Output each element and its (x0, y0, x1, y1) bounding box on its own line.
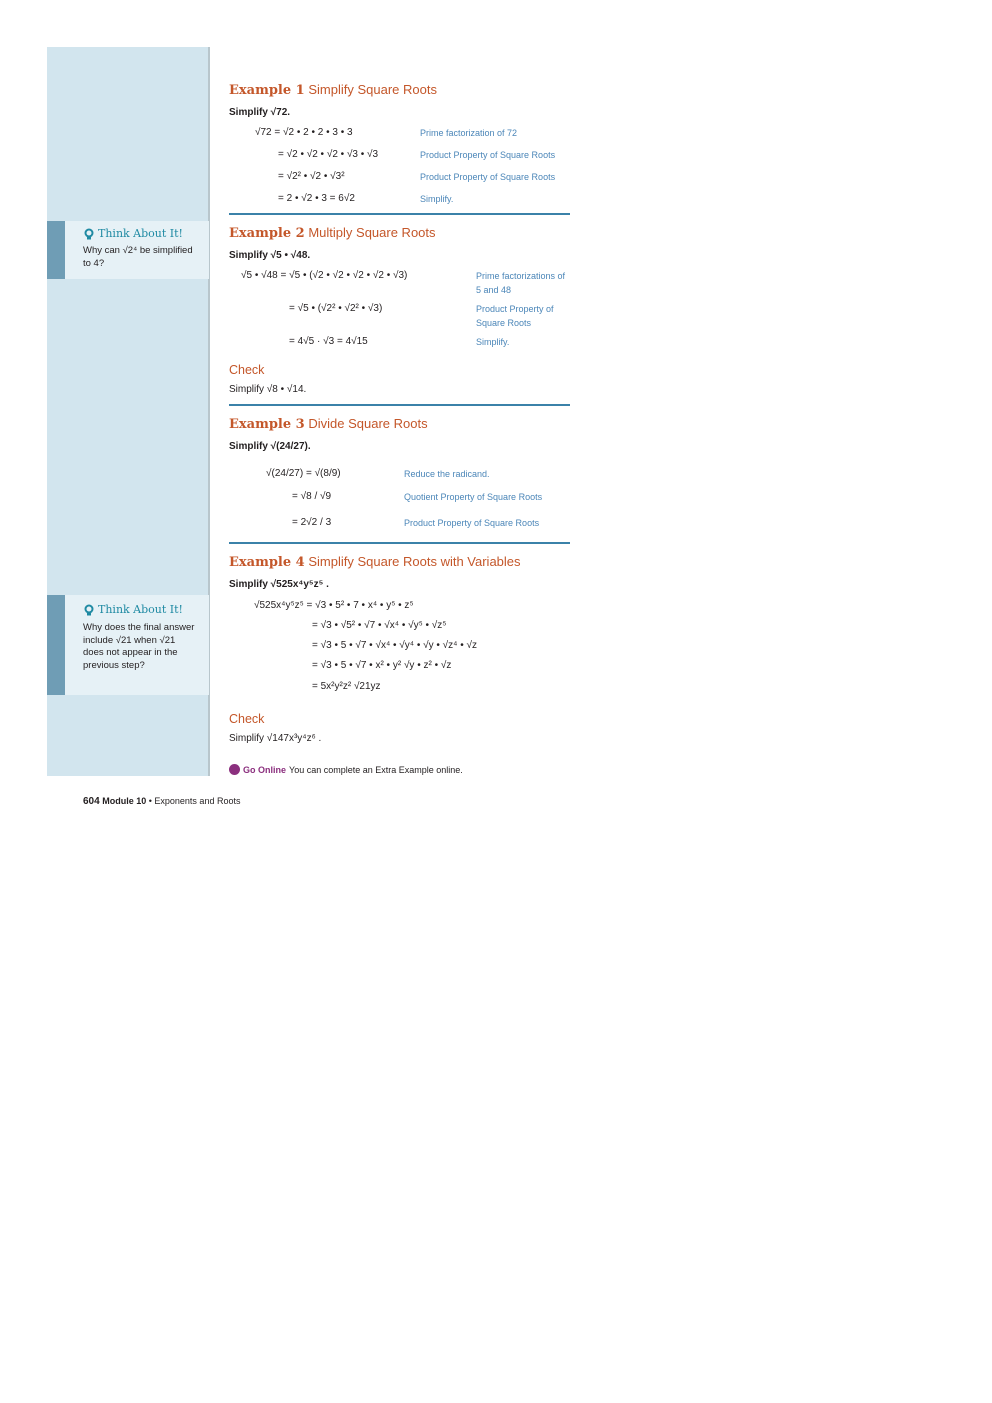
math-step: = √5 • (√2² • √2² • √3) (289, 303, 383, 314)
think-about-it-title: Think About It! (98, 603, 183, 616)
example-title: Divide Square Roots (308, 416, 428, 431)
lightbulb-icon (83, 604, 95, 616)
math-step: = √3 • 5 • √7 • √x⁴ • √y⁴ • √y • √z⁴ • √z (312, 640, 478, 651)
lightbulb-icon (83, 228, 95, 240)
math-step: = 4√5 · √3 = 4√15 (289, 336, 368, 347)
think-about-it-box (47, 595, 209, 695)
step-note: Product Property of Square Roots (420, 150, 556, 160)
math-step: = √3 • 5 • √7 • x² • y² √y • z² • √z (312, 660, 452, 671)
module-title: Exponents and Roots (154, 796, 241, 806)
page-number: 604 (83, 796, 100, 807)
math-step: = 5x²y²z² √21yz (312, 681, 381, 692)
step-note: Prime factorization of 72 (420, 128, 518, 138)
math-step: = √2² • √2 • √3² (278, 171, 345, 182)
example-title: Multiply Square Roots (308, 225, 436, 240)
step-note: Product Property of Square Roots (420, 172, 556, 182)
example-1-heading (229, 82, 437, 98)
step-note: Product Property of Square Roots (404, 518, 540, 528)
example-3-heading (229, 416, 428, 432)
math-step: √525x⁴y⁵z⁵ = √3 • 5² • 7 • x⁴ • y⁵ • z⁵ (254, 600, 414, 611)
math-step: √72 = √2 • 2 • 2 • 3 • 3 (255, 127, 353, 138)
think-about-it-title: Think About It! (98, 227, 183, 240)
think-about-it-bar (47, 595, 65, 695)
example-title: Simplify Square Roots (308, 82, 437, 97)
example-title: Simplify Square Roots with Variables (308, 554, 521, 569)
section-divider (229, 213, 570, 215)
check-prompt: Simplify √147x³y⁴z⁶ . (229, 733, 322, 744)
math-step: = √2 • √2 • √2 • √3 • √3 (278, 149, 379, 160)
check-prompt: Simplify √8 • √14. (229, 384, 307, 395)
example-2-heading (229, 225, 436, 241)
step-note: Reduce the radicand. (404, 469, 490, 479)
check-heading: Check (229, 712, 265, 726)
step-note: Product Property of Square Roots (476, 304, 554, 328)
example-prompt: Simplify √(24/27). (229, 441, 311, 452)
step-note: Quotient Property of Square Roots (404, 492, 543, 502)
example-label: Example 1 (229, 83, 305, 98)
math-step: = √3 • √5² • √7 • √x⁴ • √y⁵ • √z⁵ (312, 620, 447, 631)
example-prompt: Simplify √5 • √48. (229, 250, 311, 261)
think-about-it-bar (47, 221, 65, 279)
module-label: Module 10 (102, 796, 147, 806)
example-prompt: Simplify √525x⁴y⁵z⁵ . (229, 579, 329, 590)
footer-separator: • (148, 796, 152, 806)
section-divider (229, 404, 570, 406)
math-step: = √8 / √9 (292, 491, 332, 502)
math-step: √5 • √48 = √5 • (√2 • √2 • √2 • √2 • √3) (241, 270, 408, 281)
page-footer (83, 796, 240, 807)
think-about-it-text: Why can √2⁴ be simplified to 4? (83, 245, 193, 269)
section-divider (229, 542, 570, 544)
step-note: Simplify. (476, 337, 510, 347)
example-label: Example 3 (229, 417, 305, 432)
think-about-it-box (47, 221, 209, 279)
go-online-label: Go Online (243, 764, 287, 775)
check-heading: Check (229, 363, 265, 377)
example-prompt: Simplify √72. (229, 107, 291, 118)
example-4-heading (229, 554, 521, 570)
go-online-text: You can complete an Extra Example online. (289, 764, 463, 775)
math-step: √(24/27) = √(8/9) (266, 468, 341, 479)
math-step: = 2 • √2 • 3 = 6√2 (278, 193, 355, 204)
math-step: = 2√2 / 3 (292, 517, 332, 528)
go-online-link[interactable] (229, 764, 463, 775)
example-label: Example 2 (229, 226, 305, 241)
step-note: Prime factorizations of 5 and 48 (476, 271, 566, 295)
example-label: Example 4 (229, 555, 305, 570)
cursor-icon (229, 764, 240, 775)
step-note: Simplify. (420, 194, 454, 204)
think-about-it-text: Why does the final answer include √21 when √21 does not appear in the previous step? (83, 622, 195, 671)
